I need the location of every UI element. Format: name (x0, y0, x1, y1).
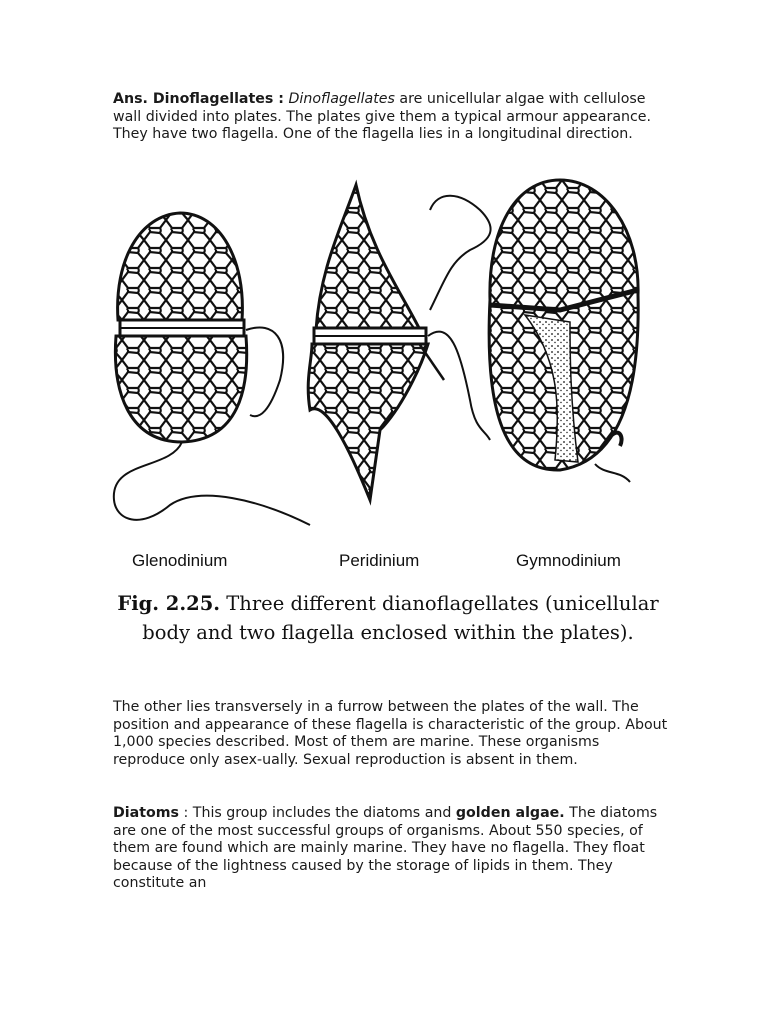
peridinium-drawing (308, 185, 490, 500)
term-italic: Dinoflagellates (288, 91, 395, 107)
paragraph-intro (113, 91, 673, 144)
diatoms-text-b: The diatoms are one of the most successful groups of organisms. About 550 species, of them are found which are mainly marine. They have no flagella. They float because of the lightness caused by the storage of lipids in them. They constitute an (113, 805, 658, 892)
paragraph-flagella: The other lies transversely in a furrow between the plates of the wall. The position and appearance of these flagella is characteristic of the group. About 1,000 species described. Most of them are marine. These organisms reproduce only asex-ually. Sexual reproduction is absent in them. (113, 699, 668, 768)
label-glenodinium: Glenodinium (132, 551, 228, 570)
glenodinium-drawing (114, 213, 310, 525)
figure-caption (96, 590, 680, 647)
paragraph-diatoms (113, 805, 673, 893)
label-gymnodinium: Gymnodinium (516, 551, 621, 570)
golden-algae-term: golden algae. (455, 805, 565, 821)
intro-text: are unicellular algae with cellulose wall divided into plates. The plates give them a typical armour appearance. They have two flagella. One of the flagella lies in a longitudinal direction. (113, 91, 652, 143)
answer-heading: Ans. Dinoflagellates : (113, 91, 284, 107)
label-peridinium: Peridinium (339, 551, 420, 570)
diatoms-heading: Diatoms (113, 805, 179, 821)
figure-caption-text: Three different dianoflagellates (unicellular body and two flagella enclosed within the plates). (142, 592, 659, 644)
diatoms-text-a: : This group includes the diatoms and (178, 805, 456, 821)
dinoflagellates-illustration (100, 170, 680, 550)
figure-number: Fig. 2.25. (117, 592, 221, 615)
gymnodinium-drawing (489, 180, 638, 482)
